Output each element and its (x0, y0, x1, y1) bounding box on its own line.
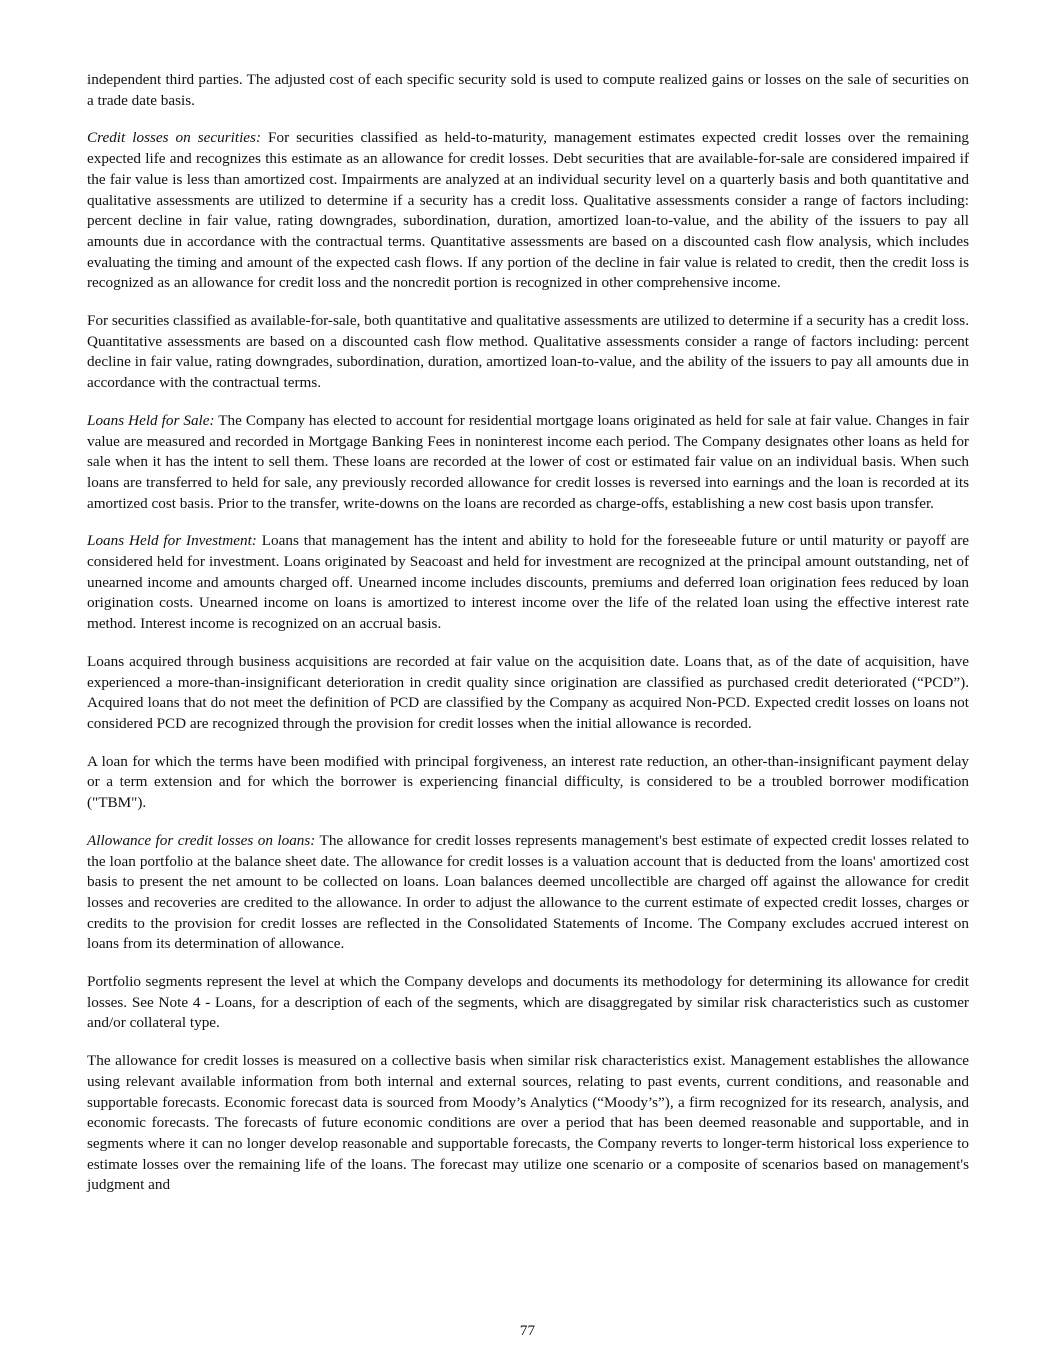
paragraph-text: A loan for which the terms have been modified with principal forgiveness, an interest rate reduction, an other-than-insignificant payment delay or a term extension and for which the borrower is experiencing financial difficulty, is considered to be a troubled borrower modification ("TBM"). (87, 752, 969, 812)
paragraph-heading: Loans Held for Sale: (87, 411, 215, 429)
paragraph-heading: Loans Held for Investment: (87, 532, 257, 550)
paragraph-text: independent third parties. The adjusted cost of each specific security sold is used to compute realized gains or losses on the sale of securities on a trade date basis. (87, 71, 969, 109)
paragraph-acquired-loans (87, 652, 969, 735)
paragraph-text: Loans acquired through business acquisitions are recorded at fair value on the acquisition date. Loans that, as of the date of acquisition, have experienced a more-than-insignificant deterioration in credit quality since origination are classified as purchased credit deteriorated (“PCD”). Acquired loans that do not meet the definition of PCD are classified by the Company as acquired Non-PCD. Expected credit losses on loans not considered PCD are recognized through the provision for credit losses when the initial allowance is recorded. (87, 652, 969, 732)
document-body (87, 70, 969, 1213)
paragraph-heading: Credit losses on securities: (87, 129, 262, 147)
paragraph-text: Portfolio segments represent the level at which the Company develops and documents its methodology for determining its allowance for credit losses. See Note 4 - Loans, for a description of each of the segments, which are disaggregated by similar risk characteristics such as customer and/or collateral type. (87, 973, 969, 1032)
paragraph-tbm (87, 752, 969, 814)
paragraph-heading: Allowance for credit losses on loans: (87, 831, 316, 849)
paragraph-text: The Company has elected to account for residential mortgage loans originated as held for sale at fair value. Changes in fair value are measured and recorded in Mortgage Banking Fees in noninterest income each period. The Company designates other loans as held for sale when it has the intent to sell them. These loans are recorded at the lower of cost or estimated fair value on an individual basis. When such loans are transferred to held for sale, any previously recorded allowance for credit losses is reversed into earnings and the loan is recorded at its amortized cost basis. Prior to the transfer, write-downs on the loans are recorded as charge-offs, establishing a new cost basis upon transfer. (87, 411, 969, 512)
paragraph-portfolio-segments (87, 972, 969, 1034)
paragraph-loans-held-for-sale (87, 411, 969, 515)
paragraph-available-for-sale (87, 311, 969, 394)
paragraph-text: For securities classified as held-to-maturity, management estimates expected credit losses over the remaining expected life and recognizes this estimate as an allowance for credit losses. Debt securities that are available-for-sale are considered impaired if the fair value is less than amortized cost. Impairments are analyzed at an individual security level on a quarterly basis and both quantitative and qualitative assessments are utilized to determine if a security has a credit loss. Qualitative assessments consider a range of factors including: percent decline in fair value, rating downgrades, subordination, duration, amortized loan-to-value, and the ability of the issuers to pay all amounts due in accordance with the contractual terms. Quantitative assessments are based on a discounted cash flow analysis, which includes evaluating the timing and amount of the expected cash flows. If any portion of the decline in fair value is related to credit, then the credit loss is recognized as an allowance for credit loss and the noncredit portion is recognized in other comprehensive income. (87, 129, 970, 292)
paragraph-text: For securities classified as available-for-sale, both quantitative and qualitative assessments are utilized to determine if a security has a credit loss. Quantitative assessments are based on a discounted cash flow method. Qualitative assessments consider a range of factors including: percent decline in fair value, rating downgrades, subordination, duration, amortized loan-to-value, and the ability of the issuers to pay all amounts due in accordance with the contractual terms. (87, 312, 969, 392)
paragraph-text: Loans that management has the intent and ability to hold for the foreseeable future or until maturity or payoff are considered held for investment. Loans originated by Seacoast and held for investment are recognized at the principal amount outstanding, net of unearned income and amounts charged off. Unearned income includes discounts, premiums and deferred loan origination fees reduced by loan origination costs. Unearned income on loans is amortized to interest income over the life of the related loan using the effective interest rate method. Interest income is recognized on an accrual basis. (87, 532, 969, 633)
paragraph-allowance-loans (87, 831, 969, 955)
paragraph-credit-losses-securities (87, 128, 969, 294)
paragraph-text: The allowance for credit losses represents management's best estimate of expected credit losses related to the loan portfolio at the balance sheet date. The allowance for credit losses is a valuation account that is deducted from the loans' amortized cost basis to present the net amount to be collected on loans. Loan balances deemed uncollectible are charged off against the allowance for credit losses and recoveries are credited to the allowance. In order to adjust the allowance to the current estimate of expected credit losses, charges or credits to the provision for credit losses are reflected in the Consolidated Statements of Income. The Company excludes accrued interest on loans from its determination of allowance. (87, 831, 970, 953)
paragraph-loans-held-for-investment (87, 531, 969, 635)
page-number: 77 (519, 1322, 536, 1339)
paragraph-text: The allowance for credit losses is measured on a collective basis when similar risk characteristics exist. Management establishes the allowance using relevant available information from both internal and external sources, relating to past events, current conditions, and reasonable and supportable forecasts. Economic forecast data is sourced from Moody’s Analytics (“Moody’s”), a firm recognized for its research, analysis, and economic forecasts. The forecasts of future economic conditions are over a period that has been deemed reasonable and supportable, and in segments where it can no longer develop reasonable and supportable forecasts, the Company reverts to longer-term historical loss experience to estimate losses over the remaining life of the loans. The forecast may utilize one scenario or a composite of scenarios based on management's judgment and (87, 1052, 969, 1194)
paragraph-collective-basis (87, 1051, 969, 1196)
paragraph-securities-cost (87, 70, 969, 111)
